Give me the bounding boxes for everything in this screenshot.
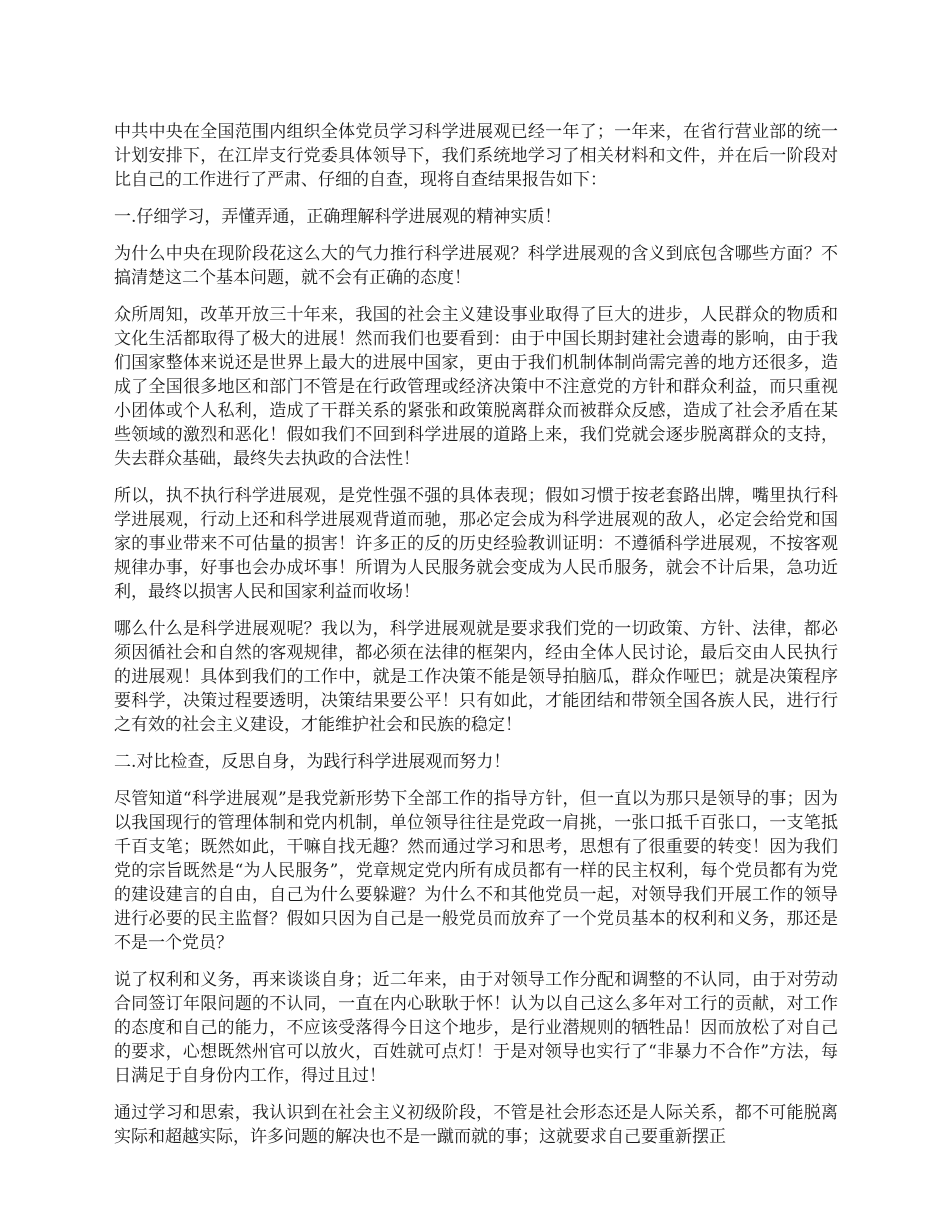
intro-paragraph: 中共中央在全国范围内组织全体党员学习科学进展观已经一年了；一年来，在省行营业部的统一计划安排下，在江岸支行党委具体领导下，我们系统地学习了相关材料和文件，并在后一阶段对比自己的工作进行了严肃、仔细的自查，现将自查结果报告如下： xyxy=(114,122,838,190)
body-paragraph: 为什么中央在现阶段花这么大的气力推行科学进展观？科学进展观的含义到底包含哪些方面？不搞清楚这二个基本问题，就不会有正确的态度！ xyxy=(114,244,838,288)
body-paragraph: 尽管知道“科学进展观”是我党新形势下全部工作的指导方针，但一直以为那只是领导的事；因为以我国现行的管理体制和党内机制，单位领导往往是党政一肩挑，一张口抵千百张口，一支笔抵千百支笔；既然如此，干嘛自找无趣？然而通过学习和思考，思想有了很重要的转变！因为我们党的宗旨既然是“为人民服务”，党章规定党内所有成员都有一样的民主权利，每个党员都有为党的建设建言的自由，自己为什么要躲避？为什么不和其他党员一起，对领导我们开展工作的领导进行必要的民主监督？假如只因为自己是一般党员而放弃了一个党员基本的权利和义务，那还是不是一个党员？ xyxy=(114,789,838,953)
body-paragraph: 说了权利和义务，再来谈谈自身；近二年来，由于对领导工作分配和调整的不认同，由于对劳动合同签订年限问题的不认同，一直在内心耿耿于怀！认为以自己这么多年对工行的贡献，对工作的态度和自己的能力，不应该受落得今日这个地步，是行业潜规则的牺牲品！因而放松了对自己的要求，心想既然州官可以放火，百姓就可点灯！于是对领导也实行了“非暴力不合作”方法，每日满足于自身份内工作，得过且过！ xyxy=(114,970,838,1086)
body-paragraph: 哪么什么是科学进展观呢？我以为，科学进展观就是要求我们党的一切政策、方针、法律，都必须因循社会和自然的客观规律，都必须在法律的框架内，经由全体人民讨论，最后交由人民执行的进展观！具体到我们的工作中，就是工作决策不能是领导拍脑瓜，群众作哑巴；就是决策程序要科学，决策过程要透明，决策结果要公平！只有如此，才能团结和带领全国各族人民，进行行之有效的社会主义建设，才能维护社会和民族的稳定！ xyxy=(114,619,838,735)
section-two-heading: 二.对比检查，反思自身，为践行科学进展观而努力！ xyxy=(114,752,511,772)
section-one-heading: 一.仔细学习，弄懂弄通，正确理解科学进展观的精神实质！ xyxy=(114,207,562,227)
document-body xyxy=(114,120,838,1162)
body-paragraph: 所以，执不执行科学进展观，是党性强不强的具体表现；假如习惯于按老套路出牌，嘴里执行科学进展观，行动上还和科学进展观背道而驰，那必定会成为科学进展观的敌人，必定会给党和国家的事业带来不可估量的损害！许多正的反的历史经验教训证明：不遵循科学进展观，不按客观规律办事，好事也会办成坏事！所谓为人民服务就会变成为人民币服务，就会不计后果，急功近利，最终以损害人民和国家利益而收场！ xyxy=(114,486,838,602)
body-paragraph: 通过学习和思索，我认识到在社会主义初级阶段，不管是社会形态还是人际关系，都不可能脱离实际和超越实际，许多问题的解决也不是一蹴而就的事；这就要求自己要重新摆正 xyxy=(114,1103,838,1147)
body-paragraph: 众所周知，改革开放三十年来，我国的社会主义建设事业取得了巨大的进步，人民群众的物质和文化生活都取得了极大的进展！然而我们也要看到：由于中国长期封建社会遗毒的影响，由于我们国家整体来说还是世界上最大的进展中国家，更由于我们机制体制尚需完善的地方还很多，造成了全国很多地区和部门不管是在行政管理或经济决策中不注意党的方针和群众利益，而只重视小团体或个人私利，造成了干群关系的紧张和政策脱离群众而被群众反感，造成了社会矛盾在某些领域的激烈和恶化！假如我们不回到科学进展的道路上来，我们党就会逐步脱离群众的支持，失去群众基础，最终失去执政的合法性！ xyxy=(114,305,838,469)
